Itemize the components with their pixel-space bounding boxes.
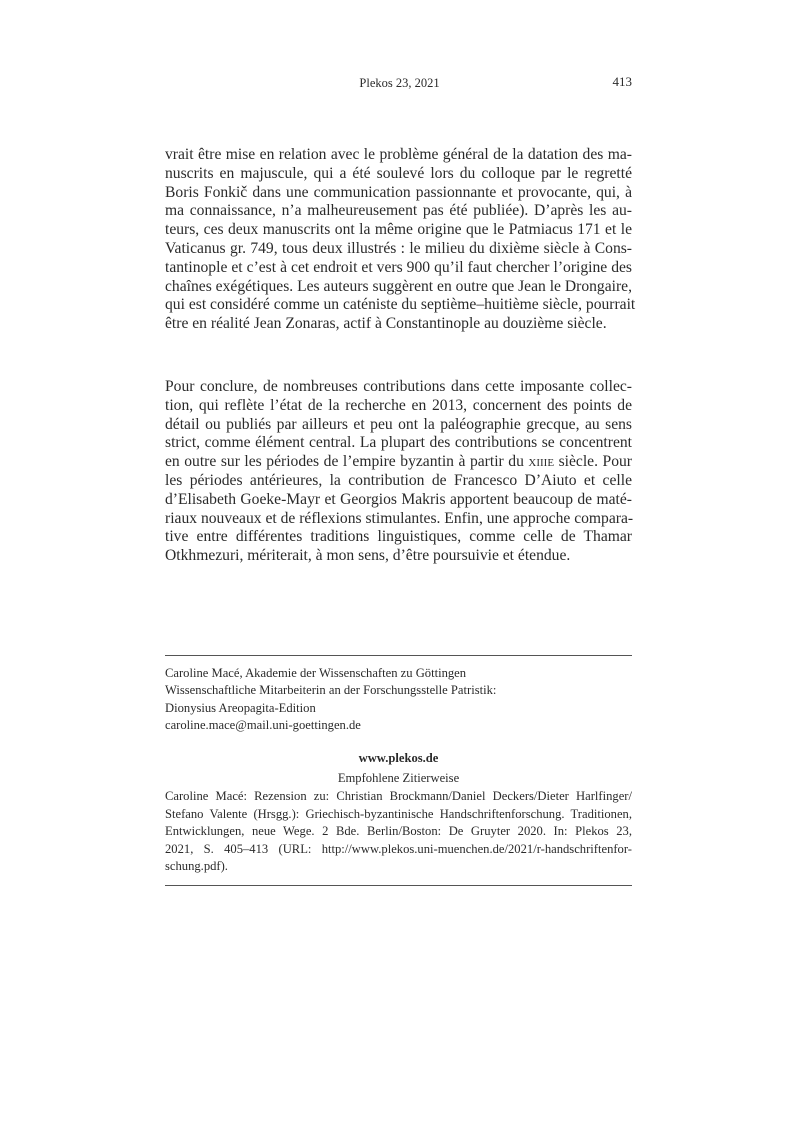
citation-heading: Empfohlene Zitierweise <box>337 771 460 785</box>
page-number: 413 <box>612 74 632 89</box>
running-title: Plekos 23, 2021 <box>359 76 440 90</box>
citation <box>165 788 632 876</box>
paragraph-2 <box>165 378 632 566</box>
paragraph-1 <box>165 146 636 334</box>
text-line: Pour conclure, de nombreuses contributions dans cette imposante collec- <box>165 378 632 395</box>
citation-line: Entwicklungen, neue Wege. 2 Bde. Berlin/Boston: De Gruyter 2020. In: Plekos 23, <box>165 824 632 839</box>
text-line: tive entre différentes traditions linguistiques, comme celle de Thamar <box>165 528 632 546</box>
text-line: détail ou publiés par ailleurs et peu ont la paléographie grecque, au sens <box>165 415 632 433</box>
divider <box>165 655 632 656</box>
text-segment: en outre sur les périodes de l’empire byzantin à partir du <box>165 453 529 471</box>
author-affiliation: Caroline Macé, Akademie der Wissenschaften zu Göttingen <box>165 666 467 680</box>
author-project: Dionysius Areopagita-Edition <box>165 700 316 715</box>
text-line: Vaticanus gr. 749, tous deux illustrés : le milieu du dixième siècle à Cons- <box>165 239 632 257</box>
text-line: les périodes antérieures, la contribution de Francesco D’Aiuto et celle <box>165 471 632 489</box>
text-line: qui est considéré comme un caténiste du septième–huitième siècle, pourrait <box>165 296 636 314</box>
author-block <box>165 665 632 734</box>
text-line: nuscrits en majuscule, qui a été soulevé lors du colloque par le regretté <box>165 164 632 182</box>
text-line: Otkhmezuri, mériterait, à mon sens, d’être poursuivie et étendue. <box>165 547 571 565</box>
text-line: chaînes exégétiques. Les auteurs suggèrent en outre que Jean le Drongaire, <box>165 277 632 295</box>
author-position: Wissenschaftliche Mitarbeiterin an der Forschungsstelle Patristik: <box>165 683 497 698</box>
text-line: ma connaissance, n’a malheureusement pas été publiée). D’après les au- <box>165 202 632 220</box>
text-line: vrait être mise en relation avec le problème général de la datation des ma- <box>165 146 632 163</box>
site-link[interactable]: www.plekos.de <box>358 751 439 765</box>
citation-line: schung.pdf). <box>165 859 228 874</box>
text-line: d’Elisabeth Goeke-Mayr et Georgios Makris apportent beaucoup de maté- <box>165 490 632 508</box>
citation-line: Stefano Valente (Hrsgg.): Griechisch-byzantinische Handschriftenforschung. Traditionen, <box>165 806 632 821</box>
text-line: teurs, ces deux manuscrits ont la même origine que le Patmiacus 171 et le <box>165 221 632 239</box>
text-line: Boris Fonkič dans une communication passionnante et provocante, qui, à <box>165 183 632 201</box>
text-line: être en réalité Jean Zonaras, actif à Constantinople au douzième siècle. <box>165 315 607 333</box>
century-numeral: xiiie <box>528 453 555 471</box>
text-line: strict, comme élément central. La plupart des contributions se concentrent <box>165 434 632 452</box>
citation-line: Caroline Macé: Rezension zu: Christian Brockmann/Daniel Deckers/Dieter Harlfinger/ <box>165 789 632 803</box>
citation-line: 2021, S. 405–413 (URL: http://www.plekos.uni-muenchen.de/2021/r-handschriftenfor- <box>165 841 632 856</box>
text-line: tantinople et c’est à cet endroit et vers 900 qu’il faut chercher l’origine des <box>165 258 632 276</box>
text-line <box>165 453 632 472</box>
author-email[interactable]: caroline.mace@mail.uni-goettingen.de <box>165 717 361 732</box>
text-line: tion, qui reflète l’état de la recherche en 2013, concernent des points de <box>165 396 632 414</box>
text-segment: siècle. Pour <box>554 453 632 471</box>
text-line: riaux nouveaux et de réflexions stimulantes. Enfin, une approche compara- <box>165 509 634 527</box>
divider <box>165 885 632 886</box>
